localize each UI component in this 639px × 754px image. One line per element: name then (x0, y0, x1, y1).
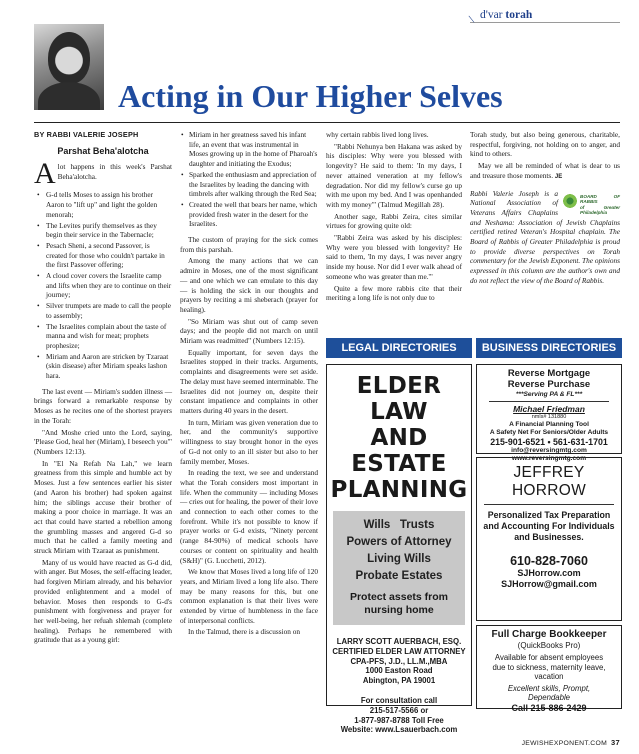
end-mark: JE (554, 173, 563, 180)
phone-number: Call 215-886-2429 (511, 702, 587, 713)
headline: Acting in Our Higher Selves (118, 78, 503, 114)
body-paragraph: Another sage, Rabbi Zeira, cites similar virtues for growing quite old: (326, 211, 462, 231)
section-label: d'var torah (480, 9, 533, 21)
services-panel (333, 511, 465, 625)
board-of-rabbis-logo (562, 191, 620, 216)
elder-law-ad (326, 364, 472, 735)
body-paragraph: In the Talmud, there is a discussion on (188, 627, 301, 637)
ad-divider (489, 401, 609, 402)
service-area: ***Serving PA & FL*** (515, 391, 583, 398)
phone-numbers: 215-901-6521 • 561-631-1701 (490, 437, 608, 447)
agent-name: Michael Friedman (513, 404, 585, 414)
body-paragraph: Equally important, for seven days the Israelites stopped in their tracks. Arguments, complaints and disagreements were set aside. The delay must have seemed interminable. The Israelites did not journey on, despite their constant impatience and complaints in other matters during 40 years in the desert. (180, 347, 318, 415)
availability-text: Available for absent employees due to sickness, maternity leave, vacation (492, 653, 606, 682)
ad-title: Reverse Purchase (507, 379, 591, 390)
ad-tagline: A Financial Planning Tool (509, 421, 589, 428)
body-paragraph: "Rabbi Zeira was asked by his disciples: Why were you blessed with longevity? He said to them, 'In my days, I was never angry inside my house. Nor did I ever walk ahead of someone who was greater than me.'" (326, 233, 462, 281)
headline-rule (34, 122, 620, 123)
author-photo-shoulders (38, 82, 100, 110)
list-item: • The Levites purify themselves as they begin their service in the Tabernacle; (34, 221, 172, 240)
ad-title: Reverse Mortgage (507, 368, 591, 379)
board-logo-text: BOARD OF RABBIS of Greater Philadelphia (580, 193, 620, 216)
section-tag (467, 6, 620, 28)
intro-text: lot happens in this week's Parshat Beha'alotcha. (57, 162, 172, 182)
list-item: • G-d tells Moses to assign his brother Aaron to "lift up" and light the golden menorah; (34, 190, 172, 219)
ad-description: Personalized Tax Preparation (487, 510, 611, 520)
business-directories-header: BUSINESS DIRECTORIES (476, 338, 622, 358)
reverse-mortgage-ad (476, 364, 622, 463)
body-paragraph: "Rabbi Nehunya ben Hakana was asked by his disciples: Why were you blessed with longevity? He said to them: 'In my days, I never attained veneration at my fellow's degradation. Nor did my fellow's curse go up with me upon my bed. And I was openhanded with my money'" (Talmud Megillah 28). (326, 141, 462, 209)
miriam-list (180, 130, 318, 229)
list-item: • Created the well that bears her name, which provided fresh water in the desert for the Israelites. (180, 200, 318, 229)
footer-site: JEWISHEXPONENT.COM (521, 740, 608, 747)
column-4 (470, 130, 620, 288)
intro-paragraph (34, 157, 172, 191)
list-item: • Pesach Sheni, a second Passover, is created for those who couldn't partake in the first Passover offering; (34, 241, 172, 270)
website: www.reversingmtg.com (511, 455, 587, 463)
dropcap: A (34, 157, 56, 191)
author-photo (34, 24, 104, 110)
section-rule (470, 22, 620, 23)
body-paragraph: Many of us would have reacted as G-d did, with anger. But Moses, the self-effacing leader, had forgiven Miriam already, and his behavior provided enlightenment and a model of behavior. Moses then responds to G-d's punishment with forgiveness and prayer for her well-being, her refuah shlemah (complete healing). Perhaps he remembered with gratitude that as a young girl: (34, 557, 172, 645)
body-paragraph: Torah study, but also being generous, charitable, respectful, forgiving, not holding on to anger, and kind to others. (470, 130, 620, 159)
list-item: • Miriam in her greatness saved his infant life, an event that was instrumental in Moses growing up in the home of Pharoah's daughter and initiating the Exodus; (180, 130, 318, 169)
ad-tagline: Excellent skills, Prompt, Dependable (507, 683, 591, 703)
list-item: • A cloud cover covers the Israelite camp and lifts when they are to continue on their journey; (34, 271, 172, 300)
consultation-info: For consultation call 215-517-5566 or 1-877-987-8788 Toll Free Website: www.Lsauerbach.com (340, 695, 458, 735)
body-paragraph: In reading the text, we see and understand what the Torah considers most important in life. When the community — including Moses — cries out for healing, the power of their love and connection to each other comes to the forefront. While it's not possible to know if prayer works or G-d exists, "Ninety percent (range 84-90%) of medical schools have courses or content on spirituality and health (S&H)" (G. Lucchetti, 2012). (180, 468, 318, 565)
ad-description: and Accounting For Individuals (483, 520, 615, 531)
page-footer (440, 738, 620, 747)
attorney-info: LARRY SCOTT AUERBACH, ESQ. CERTIFIED ELDER LAW ATTORNEY CPA-PFS, J.D., LL.M.,MBA 1000 Easton Road Abington, PA 19001 (332, 637, 466, 686)
ad-subtitle: (QuickBooks Pro) (517, 641, 581, 650)
list-item: • The Israelites complain about the taste of manna and wish for meat; prophets prophesize; (34, 322, 172, 351)
phone-number: 610-828-7060 (510, 554, 588, 569)
list-item: • Sparked the enthusiasm and appreciation of the Israelites by leading the dancing with timbrels after walking through the Red Sea; (180, 170, 318, 199)
body-paragraph: In "El Na Refah Na Lah," we learn greatness from this simple and humble act by Moses. Just a few sentences earlier his sister (and Aaron his brother) had spoken against him; the siblings accuse their brother of making a poor choice in marriage. It was an act that could have started a rebellion among the grumbling masses and angered G-d so much that he called a family meeting and struck Miriam with Tzaraat as punishment. (34, 458, 172, 556)
service-item: Probate Estates (355, 570, 443, 582)
legal-directories-header: LEGAL DIRECTORIES (326, 338, 472, 358)
parsha-title: Parshat Beha'alotcha (57, 145, 149, 156)
email: info@reversingmtg.com (511, 447, 587, 454)
email: SJHorrow@gmail.com (501, 579, 597, 590)
body-paragraph: May we all be reminded of what is dear to us and treasure those moments. JE (470, 161, 620, 180)
ad-title: Full Charge Bookkeeper (491, 629, 607, 640)
body-paragraph: why certain rabbis lived long lives. (326, 130, 429, 139)
service-item: Powers of Attorney (346, 536, 452, 548)
ad-divider (484, 504, 614, 505)
list-item: • Silver trumpets are made to call the people to assembly; (34, 301, 172, 320)
body-paragraph: The custom of praying for the sick comes from this parshah. (180, 235, 318, 254)
body-paragraph: We know that Moses lived a long life of 120 years, and Miriam lived a long life also. There may be many reasons for this, but one common explanation is that their lives were extended by virtue of humbleness in the face of interpersonal conflicts. (180, 567, 318, 625)
board-logo-emblem (562, 193, 578, 209)
list-item: • Miriam and Aaron are stricken by Tzaraat (skin disease) after Miriam speaks lashon hara. (34, 352, 172, 381)
body-paragraph: Among the many actions that we can admire in Moses, one of the most significant — and one which we can emulate to this day — is holding the sick in our thoughts and prayers by reciting a mi sheberach (prayer for healing). (180, 256, 318, 314)
body-paragraph: "So Miriam was shut out of camp seven days; and the people did not march on until Miriam was readmitted" (Numbers 12:15). (180, 316, 318, 346)
column-1 (34, 130, 172, 647)
body-paragraph: "And Moshe cried unto the Lord, saying, 'Please God, heal her (Miriam), I beseech you'" (Numbers 12:13). (34, 427, 172, 456)
nmls-number: nmls# 131880 (531, 414, 567, 420)
jeffrey-horrow-ad (476, 457, 622, 621)
service-item: Living Wills (367, 553, 431, 565)
ad-description: and Businesses. (514, 531, 584, 542)
bookkeeper-ad (476, 625, 622, 713)
ad-tagline: A Safety Net For Seniors/Older Adults (489, 429, 609, 436)
column-3 (326, 130, 462, 305)
business-name: JEFFREY HORROW (511, 464, 587, 499)
column-2 (180, 130, 318, 639)
website: SJHorrow.com (517, 568, 581, 579)
author-photo-head (48, 32, 90, 84)
page-number: 37 (611, 738, 620, 747)
elder-law-title: ELDER LAW AND ESTATE PLANNING (330, 373, 468, 503)
body-paragraph: In turn, Miriam was given veneration due to her, and the community's supportive willingness to stay brought honor in the eyes of G-d not only to an ill sister but also to her family member, Moses. (180, 417, 318, 466)
service-item: Wills Trusts (363, 519, 435, 531)
events-list (34, 190, 172, 380)
author-bio: BOARD OF RABBIS of Greater Philadelphia Rabbi Valerie Joseph is a National Association of Veterans Affairs Chaplains and Neshama: Association of Jewish Chaplains certified retired Veteran's Hospital chaplain. The Board of Rabbis of Greater Philadelphia is proud to provide diverse perspectives on Torah commentary for the Jewish Exponent. The opinions expressed in this column are the author's own and do not reflect the view of the Board of Rabbis. (470, 188, 620, 285)
byline: BY RABBI VALERIE JOSEPH (34, 130, 139, 139)
body-paragraph: Quite a few more rabbis cite that their meriting a long life is not only due to (326, 283, 462, 303)
body-paragraph: The last event — Miriam's sudden illness — brings forward a remarkable response by Moses as he recites one of the shortest prayers in the Torah: (34, 386, 173, 425)
protect-assets-text: Protect assets from nursing home (349, 591, 449, 616)
section-slash-mark: \ (467, 11, 476, 27)
